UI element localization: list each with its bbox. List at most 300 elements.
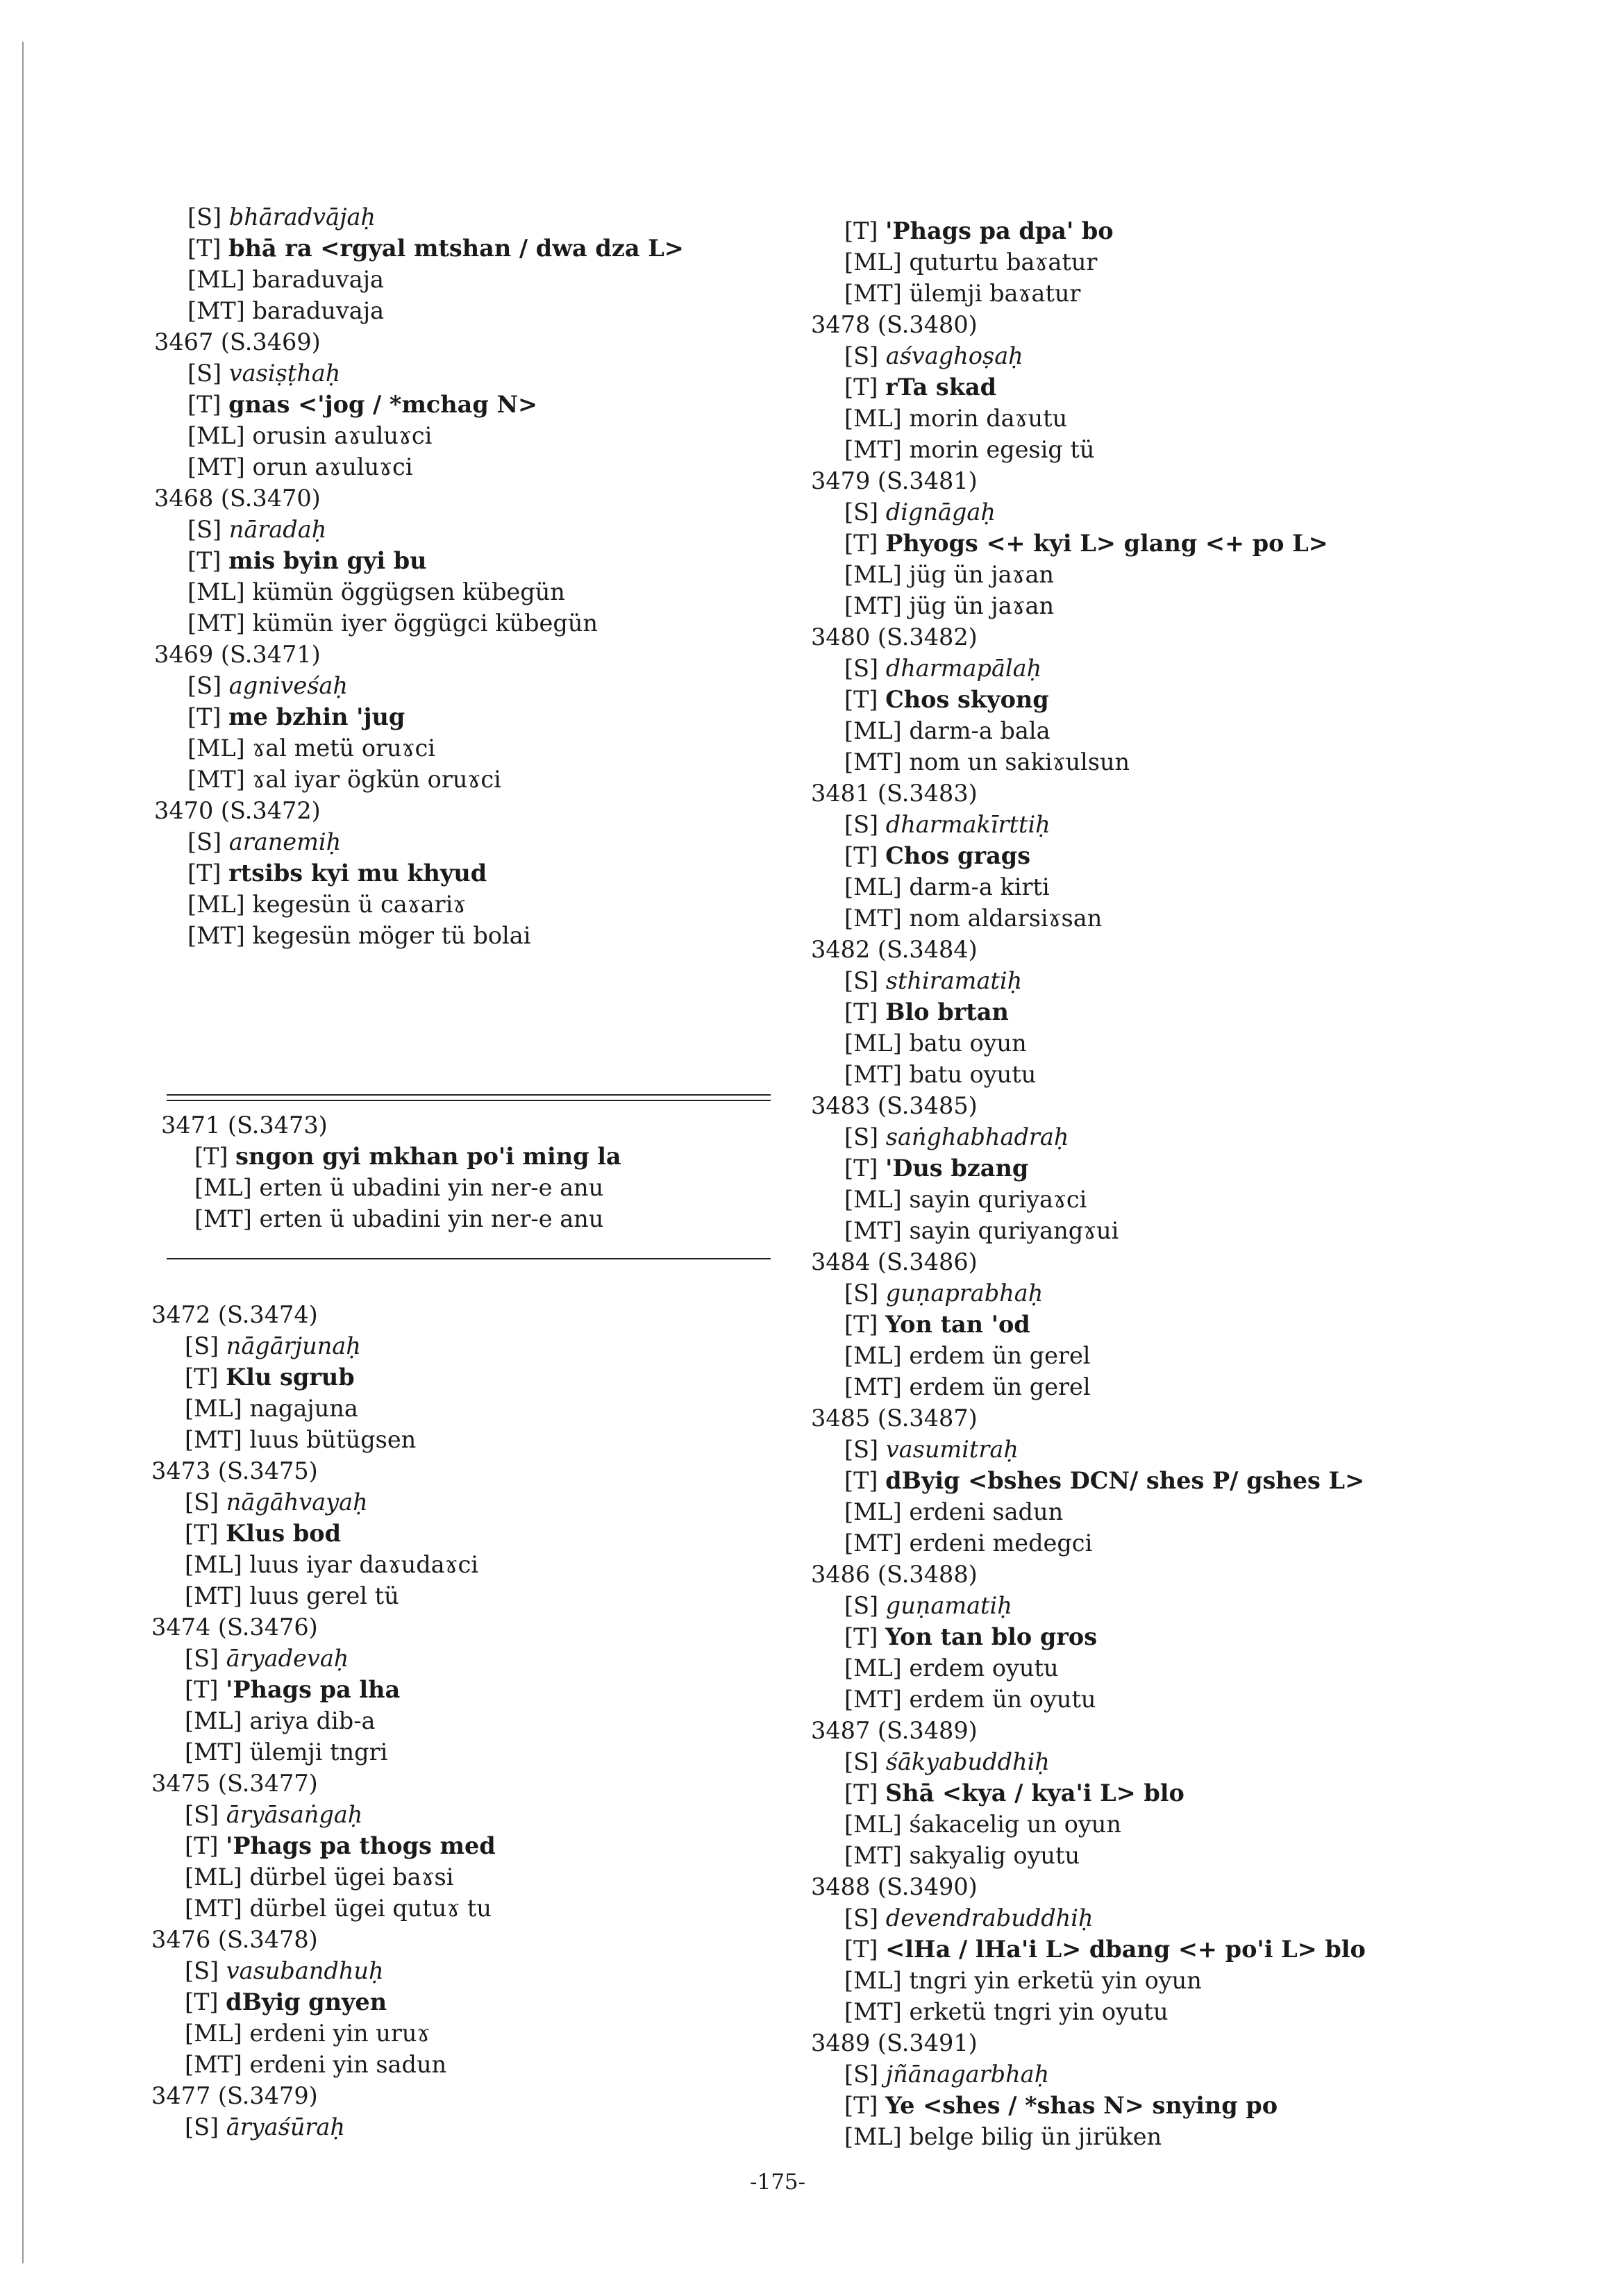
field-tag: [T] [844,998,878,1025]
entry-field [811,590,1366,621]
left-column-lower [151,1299,496,2143]
field-text: morin daɤutu [909,405,1068,432]
entry-field [151,1549,496,1580]
field-text: Klus bod [226,1520,342,1547]
field-tag: [T] [844,217,878,244]
field-tag: [MT] [194,1205,252,1232]
field-tag: [MT] [185,1426,242,1453]
field-tag: [ML] [844,1967,902,1994]
entry-field [154,920,684,951]
entry-field [154,420,684,451]
field-tag: [S] [185,1332,219,1359]
entry-field [151,1361,496,1393]
field-text: erten ü ubadini yin ner-e anu [259,1174,604,1201]
entry-field [811,1153,1366,1184]
right-column [811,215,1366,2152]
field-tag: [T] [844,1467,878,1494]
field-tag: [ML] [187,422,245,449]
field-tag: [ML] [844,1342,902,1369]
entry-field [154,358,684,389]
field-text: luus iyar daɤudaɤci [249,1551,478,1578]
field-text: Shā <kya / kya'i L> blo [885,1779,1184,1807]
entry-field [811,1621,1366,1652]
field-text: baraduvaja [252,297,385,324]
field-text: erdeni yin uruɤ [249,2020,430,2047]
entry-field [154,295,684,326]
entry-field [151,1330,496,1361]
entry-field [154,233,684,264]
entry-field [811,1371,1366,1402]
field-tag: [MT] [187,922,245,949]
entry-field [151,1861,496,1893]
field-text: erketü tngri yin oyutu [909,1998,1169,2025]
box-rule-bottom [167,1258,771,1259]
entry-field [151,2018,496,2049]
entry-field [811,1028,1366,1059]
entry-number: 3483 (S.3485) [811,1092,978,1119]
field-text: Yon tan 'od [885,1311,1030,1338]
field-text: sthiramatiḥ [885,967,1023,994]
field-tag: [ML] [194,1174,252,1201]
entry-field [811,746,1366,778]
field-text: erdeni yin sadun [249,2051,447,2078]
entry-field [154,576,684,607]
entry-field [811,1777,1366,1809]
field-tag: [S] [844,967,879,994]
field-text: erten ü ubadini yin ner-e anu [259,1205,604,1232]
field-text: ɤal iyar ögkün oruɤci [252,766,501,793]
field-text: batu oyutu [909,1061,1037,1088]
field-text: nom un sakiɤulsun [909,748,1130,776]
field-text: sayin quriyaɤci [909,1186,1087,1213]
entry-field [154,389,684,420]
field-text: jüg ün jaɤan [909,561,1054,588]
field-text: erdem ün gerel [909,1342,1091,1369]
field-tag: [S] [844,655,879,682]
left-column-upper [154,201,684,951]
entry-field [811,1121,1366,1153]
entry-field [154,201,684,233]
entry-field [811,653,1366,684]
entry-number: 3486 (S.3488) [811,1561,978,1588]
field-tag: [T] [187,391,221,418]
entry-field [811,1059,1366,1090]
entry-number: 3487 (S.3489) [811,1717,978,1744]
field-tag: [MT] [844,1842,902,1869]
field-text: nagajuna [249,1395,358,1422]
field-text: sakyalig oyutu [909,1842,1080,1869]
entry-number: 3467 (S.3469) [154,328,321,355]
field-tag: [S] [844,1123,879,1150]
field-tag: [T] [185,1520,219,1547]
entry-field [811,215,1366,246]
entry-field [154,732,684,764]
entry-field [811,684,1366,715]
entry-field [154,451,684,483]
field-text: 'Phags pa dpa' bo [885,217,1114,244]
field-tag: [T] [844,374,878,401]
field-tag: [T] [844,530,878,557]
field-tag: [MT] [844,905,902,932]
entry-field [811,1434,1366,1465]
field-text: orun aɤuluɤci [252,453,413,480]
field-text: vasubandhuḥ [226,1957,384,1984]
field-text: nāgārjunaḥ [226,1332,361,1359]
field-text: jüg ün jaɤan [909,592,1055,619]
entry-number: 3482 (S.3484) [811,936,978,963]
field-text: rtsibs kyi mu khyud [228,860,487,887]
field-text: tngri yin erketü yin oyun [909,1967,1202,1994]
field-tag: [S] [187,672,222,699]
field-tag: [T] [844,842,878,869]
entry-field [811,1965,1366,1996]
field-tag: [S] [844,811,879,838]
entry-field [151,1643,496,1674]
entry-field [811,1746,1366,1777]
entry-field [154,670,684,701]
field-text: aranemiḥ [228,828,342,855]
field-text: ülemji tngri [249,1738,388,1766]
field-text: dürbel ügei baɤsi [249,1863,454,1891]
field-tag: [T] [185,1364,219,1391]
field-tag: [MT] [844,1373,902,1400]
field-tag: [S] [844,1280,879,1307]
entry-field [154,701,684,732]
field-text: bhā ra <rgyal mtshan / dwa dza L> [228,235,684,262]
field-text: vasumitraḥ [885,1436,1019,1463]
field-tag: [T] [844,686,878,713]
field-text: āryadevaḥ [226,1645,349,1672]
field-tag: [T] [185,1832,219,1859]
entry-field [811,1590,1366,1621]
field-text: āryaśūraḥ [226,2113,345,2140]
field-text: orusin aɤuluɤci [252,422,433,449]
entry-field [151,2111,496,2143]
entry-number: 3475 (S.3477) [151,1770,318,1797]
field-text: me bzhin 'jug [228,703,405,730]
field-text: Chos grags [885,842,1031,869]
field-text: <lHa / lHa'i L> dbang <+ po'i L> blo [885,1936,1366,1963]
entry-field [811,2121,1366,2152]
field-text: Klu sgrub [226,1364,355,1391]
field-tag: [ML] [844,405,902,432]
entry-field [811,371,1366,403]
entry-field [151,1893,496,1924]
field-tag: [T] [185,1676,219,1703]
entry-field [811,809,1366,840]
field-tag: [S] [844,2061,879,2088]
field-tag: [ML] [185,1551,242,1578]
field-tag: [ML] [844,873,902,900]
entry-field [811,1840,1366,1871]
entry-field [811,1902,1366,1934]
field-tag: [ML] [185,1707,242,1734]
field-tag: [T] [187,703,221,730]
entry-field [151,1986,496,2018]
entry-field [811,2090,1366,2121]
field-text: agniveśaḥ [228,672,348,699]
entry-field [811,434,1366,465]
field-tag: [T] [844,1779,878,1807]
field-text: ariya dib-a [249,1707,376,1734]
entry-field [811,1309,1366,1340]
field-text: gnas <'jog / *mchag N> [228,391,538,418]
entry-field [151,1424,496,1455]
entry-field [154,857,684,889]
entry-number: 3473 (S.3475) [151,1457,318,1484]
entry-field [151,1393,496,1424]
entry-field [151,1799,496,1830]
entry-field [811,1527,1366,1559]
field-text: bhāradvājaḥ [228,203,376,231]
field-tag: [MT] [185,1582,242,1609]
entry-number: 3480 (S.3482) [811,623,978,651]
entry-field [161,1203,621,1234]
field-text: Phyogs <+ kyi L> glang <+ po L> [885,530,1328,557]
field-text: kegesün möger tü bolai [252,922,531,949]
field-text: rTa skad [885,374,997,401]
entry-field [811,528,1366,559]
field-tag: [S] [185,1645,219,1672]
entry-field [811,840,1366,871]
field-tag: [S] [187,360,222,387]
entry-field [811,496,1366,528]
entry-number: 3474 (S.3476) [151,1614,318,1641]
entry-field [811,1215,1366,1246]
entry-number: 3484 (S.3486) [811,1248,978,1275]
field-tag: [ML] [185,1395,242,1422]
entry-number: 3470 (S.3472) [154,797,321,824]
field-tag: [MT] [185,1738,242,1766]
field-text: saṅghabhadraḥ [885,1123,1069,1150]
field-tag: [MT] [844,592,902,619]
field-text: dignāgaḥ [885,498,996,526]
entry-field [811,1340,1366,1371]
entry-field [811,246,1366,278]
entry-field [811,340,1366,371]
field-tag: [MT] [844,1061,902,1088]
field-tag: [MT] [185,2051,242,2078]
field-tag: [T] [844,1155,878,1182]
field-text: ɤal metü oruɤci [252,735,435,762]
field-text: luus gerel tü [249,1582,399,1609]
entry-number: 3471 (S.3473) [161,1112,328,1139]
field-text: guṇaprabhaḥ [885,1280,1044,1307]
field-tag: [ML] [844,1811,902,1838]
field-text: guṇamatiḥ [885,1592,1012,1619]
entry-field [151,1518,496,1549]
entry-field [154,889,684,920]
entry-number: 3485 (S.3487) [811,1405,978,1432]
entry-field [811,1496,1366,1527]
field-tag: [T] [844,1623,878,1650]
entry-number: 3489 (S.3491) [811,2029,978,2056]
field-tag: [S] [185,2113,219,2140]
field-text: erdem ün oyutu [909,1686,1096,1713]
field-tag: [ML] [844,1654,902,1682]
field-text: erdem ün gerel [909,1373,1091,1400]
field-tag: [MT] [844,1686,902,1713]
entry-field [151,1736,496,1768]
field-tag: [S] [187,828,222,855]
field-tag: [S] [844,1436,879,1463]
field-text: mis byin gyi bu [228,547,427,574]
field-tag: [MT] [844,1217,902,1244]
field-text: aśvaghoṣaḥ [885,342,1023,369]
entry-field [811,1684,1366,1715]
field-text: jñānagarbhaḥ [885,2061,1050,2088]
field-tag: [T] [187,547,221,574]
entry-number: 3472 (S.3474) [151,1301,318,1328]
field-tag: [S] [185,1957,219,1984]
field-tag: [ML] [844,1186,902,1213]
field-text: dByig <bshes DCN/ shes P/ gshes L> [885,1467,1365,1494]
field-tag: [S] [187,516,222,543]
entry-field [161,1141,621,1172]
entry-field [161,1172,621,1203]
field-tag: [T] [194,1143,228,1170]
field-text: 'Dus bzang [885,1155,1029,1182]
field-tag: [S] [185,1801,219,1828]
entry-field [811,1809,1366,1840]
field-text: kümün iyer öggügci kübegün [252,610,598,637]
field-text: sayin quriyangɤui [909,1217,1119,1244]
field-tag: [ML] [844,561,902,588]
field-tag: [T] [187,860,221,887]
box-rule-top-inner [167,1100,771,1101]
field-tag: [S] [844,1904,879,1932]
field-text: baraduvaja [252,266,385,293]
entry-field [811,871,1366,903]
field-tag: [S] [844,1748,879,1775]
entry-field [811,965,1366,996]
field-text: kümün öggügsen kübegün [252,578,565,605]
field-text: belge bilig ün jirüken [909,2123,1162,2150]
field-text: quturtu baɤatur [909,249,1098,276]
field-text: erdeni sadun [909,1498,1064,1525]
entry-field [811,715,1366,746]
field-tag: [MT] [844,1530,902,1557]
field-tag: [ML] [187,578,245,605]
field-tag: [MT] [844,436,902,463]
entry-field [811,903,1366,934]
entry-field [811,1184,1366,1215]
field-tag: [MT] [844,748,902,776]
entry-number: 3479 (S.3481) [811,467,978,494]
field-text: sngon gyi mkhan po'i ming la [235,1143,621,1170]
entry-field [811,1652,1366,1684]
field-text: erdeni medegci [909,1530,1093,1557]
field-text: śākyabuddhiḥ [885,1748,1050,1775]
field-text: dharmapālaḥ [885,655,1042,682]
entry-number: 3476 (S.3478) [151,1926,318,1953]
entry-number: 3478 (S.3480) [811,311,978,338]
field-tag: [ML] [187,266,245,293]
entry-field [151,1955,496,1986]
entry-field [811,278,1366,309]
field-tag: [MT] [844,280,902,307]
entry-field [811,559,1366,590]
field-tag: [ML] [844,717,902,744]
binding-margin-line [22,42,24,2263]
field-tag: [ML] [844,2123,902,2150]
field-tag: [MT] [187,453,245,480]
entry-field [154,514,684,545]
field-text: Chos skyong [885,686,1049,713]
field-tag: [ML] [185,2020,242,2047]
entry-field [154,264,684,295]
field-tag: [T] [844,1936,878,1963]
entry-field [151,1705,496,1736]
entry-field [811,1277,1366,1309]
field-tag: [T] [185,1988,219,2016]
entry-field [151,2049,496,2080]
field-tag: [S] [185,1489,219,1516]
field-text: nāradaḥ [228,516,327,543]
field-text: ülemji baɤatur [909,280,1081,307]
field-tag: [S] [187,203,222,231]
entry-field [811,2059,1366,2090]
entry-field [151,1486,496,1518]
field-text: darm-a bala [909,717,1050,744]
field-text: darm-a kirti [909,873,1050,900]
field-text: Ye <shes / *shas N> snying po [885,2092,1278,2119]
field-text: luus bütügsen [249,1426,417,1453]
field-text: 'Phags pa thogs med [226,1832,496,1859]
field-tag: [MT] [185,1895,242,1922]
field-text: śakacelig un oyun [909,1811,1121,1838]
field-text: dByig gnyen [226,1988,387,2016]
entry-field [154,607,684,639]
field-text: Yon tan blo gros [885,1623,1098,1650]
field-text: devendrabuddhiḥ [885,1904,1094,1932]
field-text: āryāsaṅgaḥ [226,1801,363,1828]
field-text: 'Phags pa lha [226,1676,401,1703]
entry-field [811,1996,1366,2027]
field-tag: [MT] [187,766,245,793]
field-tag: [ML] [185,1863,242,1891]
field-tag: [S] [844,1592,879,1619]
field-tag: [T] [844,2092,878,2119]
entry-number: 3468 (S.3470) [154,485,321,512]
field-text: dharmakīrttiḥ [885,811,1050,838]
entry-field [811,996,1366,1028]
field-tag: [MT] [187,297,245,324]
page-number: -175- [750,2170,806,2195]
entry-field [154,826,684,857]
boxed-entry [161,1109,621,1234]
field-text: morin egesig tü [909,436,1095,463]
field-tag: [T] [187,235,221,262]
field-tag: [ML] [844,1498,902,1525]
entry-field [811,1934,1366,1965]
field-tag: [ML] [844,1030,902,1057]
field-tag: [S] [844,342,879,369]
entry-number: 3488 (S.3490) [811,1873,978,1900]
field-text: Blo brtan [885,998,1009,1025]
field-tag: [T] [844,1311,878,1338]
field-text: erdem oyutu [909,1654,1059,1682]
field-tag: [MT] [844,1998,902,2025]
entry-number: 3477 (S.3479) [151,2082,318,2109]
field-text: kegesün ü caɤariɤ [252,891,467,918]
field-text: dürbel ügei qutuɤ tu [249,1895,492,1922]
entry-number: 3469 (S.3471) [154,641,321,668]
entry-field [811,1465,1366,1496]
entry-field [154,764,684,795]
field-text: batu oyun [909,1030,1027,1057]
entry-field [811,403,1366,434]
